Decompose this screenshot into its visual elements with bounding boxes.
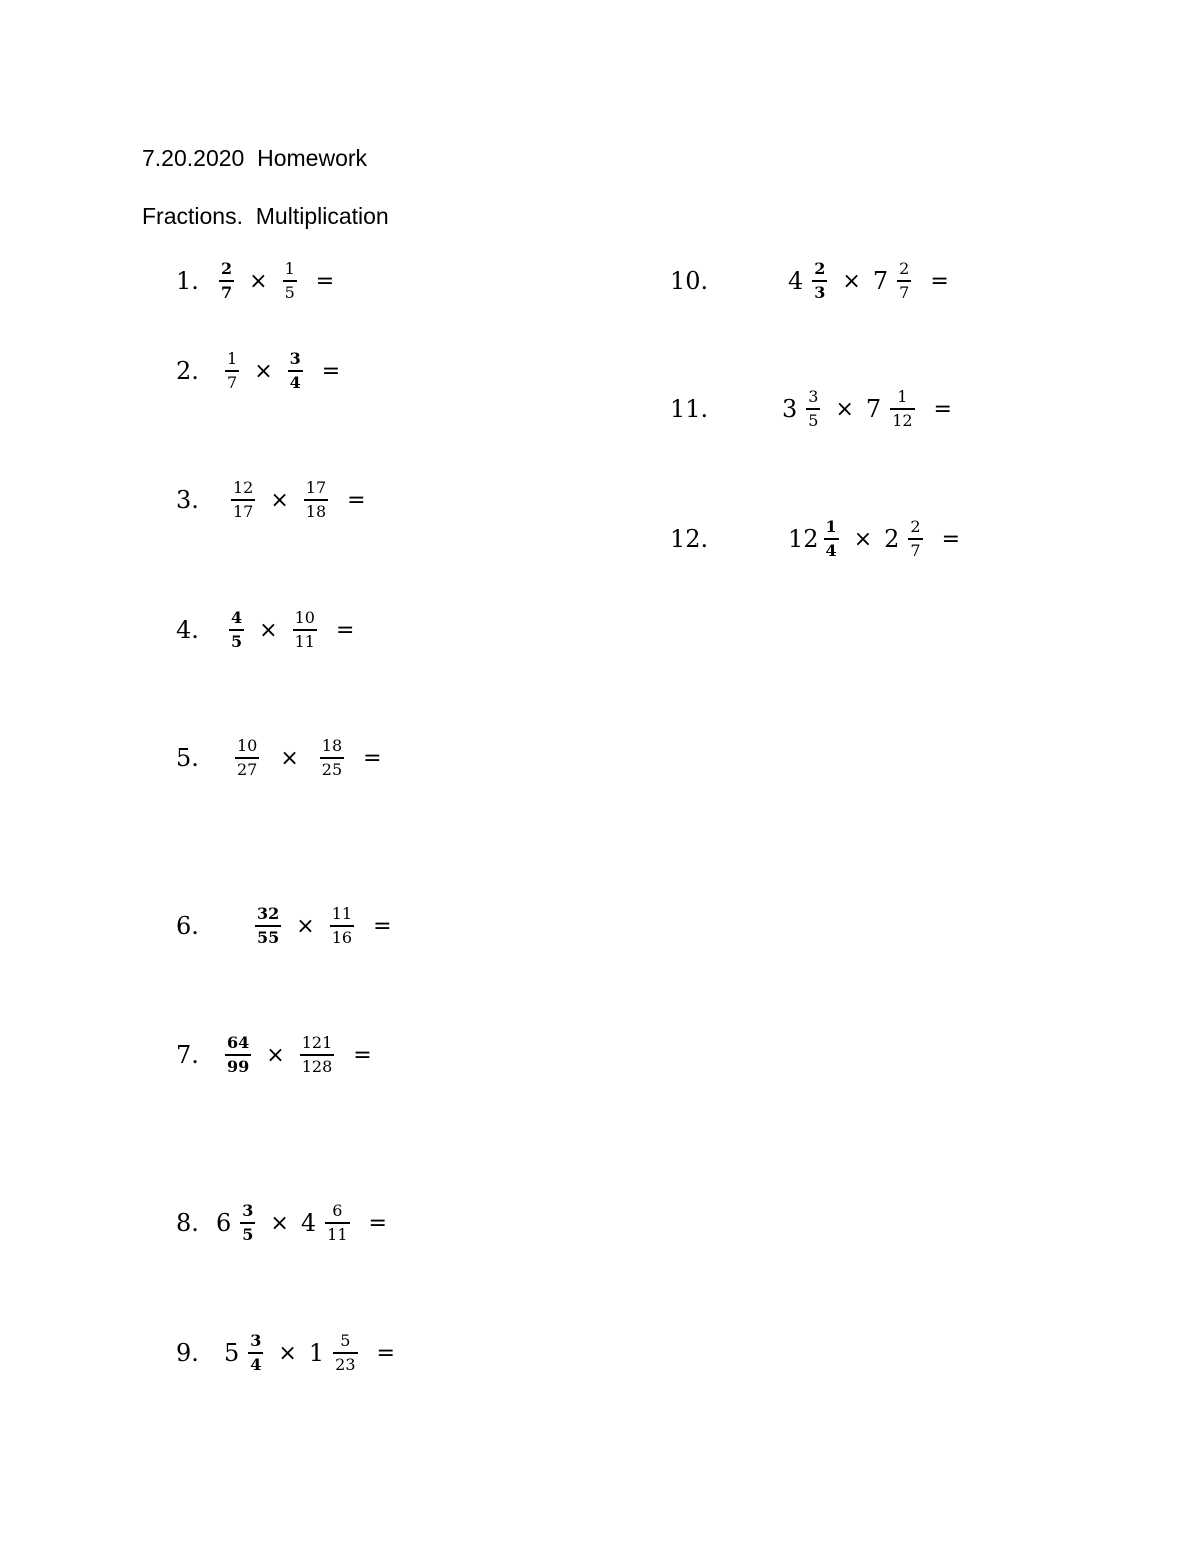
problem-4: [176, 600, 354, 660]
equals-sign: =: [321, 358, 341, 384]
problem-number: 12.: [670, 525, 709, 553]
problem-number: 8.: [176, 1209, 199, 1237]
fraction-1: $\frac{3}{4}$: [250, 1331, 262, 1374]
problem-2: [176, 341, 340, 401]
times-sign: ×: [280, 745, 299, 771]
fraction-1: $\frac{10}{27}$: [237, 736, 258, 779]
equals-sign: =: [933, 396, 952, 422]
fraction-2: $\frac{17}{18}$: [305, 478, 327, 521]
problem-11: [670, 379, 952, 439]
times-sign: ×: [853, 526, 873, 552]
problem-number: 3.: [176, 486, 199, 514]
problem-number: 1.: [176, 267, 199, 295]
times-sign: ×: [249, 268, 268, 294]
problem-8: [176, 1193, 387, 1253]
fraction-2: $\frac{11}{16}$: [331, 904, 353, 947]
page-subtitle: Fractions. Multiplication: [142, 203, 389, 229]
whole-number-1: 6: [216, 1209, 232, 1237]
fraction-2: $\frac{6}{11}$: [327, 1201, 348, 1244]
whole-number-2: 1: [308, 1339, 325, 1367]
problem-number: 6.: [176, 912, 199, 940]
fraction-1: $\frac{32}{55}$: [257, 904, 280, 947]
times-sign: ×: [259, 617, 278, 643]
problem-number: 4.: [176, 616, 199, 644]
problem-12: [670, 509, 960, 569]
fraction-1: $\frac{4}{5}$: [231, 608, 243, 651]
equals-sign: =: [376, 1340, 395, 1366]
times-sign: ×: [270, 487, 289, 513]
equals-sign: =: [363, 745, 382, 771]
equals-sign: =: [353, 1042, 372, 1068]
problem-9: [176, 1323, 395, 1383]
problem-6: [176, 896, 392, 956]
fraction-2: $\frac{3}{4}$: [289, 349, 301, 392]
fraction-2: $\frac{2}{7}$: [910, 517, 921, 560]
fraction-1: $\frac{64}{99}$: [227, 1033, 250, 1076]
times-sign: ×: [842, 268, 861, 294]
problem-7: [176, 1025, 372, 1085]
fraction-2: $\frac{10}{11}$: [294, 608, 315, 651]
equals-sign: =: [373, 913, 392, 939]
equals-sign: =: [347, 487, 366, 513]
whole-number-1: 3: [782, 395, 798, 423]
equals-sign: =: [368, 1210, 387, 1236]
fraction-1: $\frac{2}{7}$: [221, 259, 233, 302]
fraction-2: $\frac{18}{25}$: [321, 736, 343, 779]
fraction-2: $\frac{1}{5}$: [284, 259, 295, 302]
fraction-2: $\frac{121}{128}$: [301, 1033, 333, 1076]
whole-number-1: 4: [788, 267, 804, 295]
problem-10: [670, 251, 949, 311]
problem-number: 10.: [670, 267, 709, 295]
whole-number-1: 12: [788, 525, 819, 553]
problem-number: 11.: [670, 395, 709, 423]
times-sign: ×: [296, 913, 315, 939]
fraction-2: $\frac{1}{12}$: [892, 387, 913, 430]
fraction-1: $\frac{1}{7}$: [227, 349, 238, 392]
fraction-1: $\frac{3}{5}$: [242, 1201, 254, 1244]
whole-number-1: 5: [224, 1339, 240, 1367]
page-title: 7.20.2020 Homework: [142, 145, 368, 171]
fraction-2: $\frac{2}{7}$: [899, 259, 910, 302]
problem-1: [176, 251, 334, 311]
problem-number: 2.: [176, 357, 199, 385]
times-sign: ×: [270, 1210, 289, 1236]
fraction-2: $\frac{5}{23}$: [335, 1331, 356, 1374]
times-sign: ×: [254, 358, 273, 384]
equals-sign: =: [930, 268, 949, 294]
times-sign: ×: [278, 1340, 297, 1366]
fraction-1: $\frac{3}{5}$: [808, 387, 819, 430]
times-sign: ×: [266, 1042, 285, 1068]
problem-number: 7.: [176, 1041, 199, 1069]
whole-number-2: 7: [872, 267, 889, 295]
times-sign: ×: [835, 396, 854, 422]
problem-3: [176, 470, 366, 530]
fraction-1: $\frac{1}{4}$: [825, 517, 837, 560]
fraction-1: $\frac{2}{3}$: [814, 259, 826, 302]
whole-number-2: 2: [884, 525, 900, 553]
equals-sign: =: [941, 526, 961, 552]
problem-number: 9.: [176, 1339, 199, 1367]
problem-number: 5.: [176, 744, 199, 772]
problem-5: [176, 728, 382, 788]
equals-sign: =: [335, 617, 355, 643]
equals-sign: =: [315, 268, 335, 294]
whole-number-2: 4: [300, 1209, 317, 1237]
fraction-1: $\frac{12}{17}$: [233, 478, 254, 521]
whole-number-2: 7: [865, 395, 882, 423]
